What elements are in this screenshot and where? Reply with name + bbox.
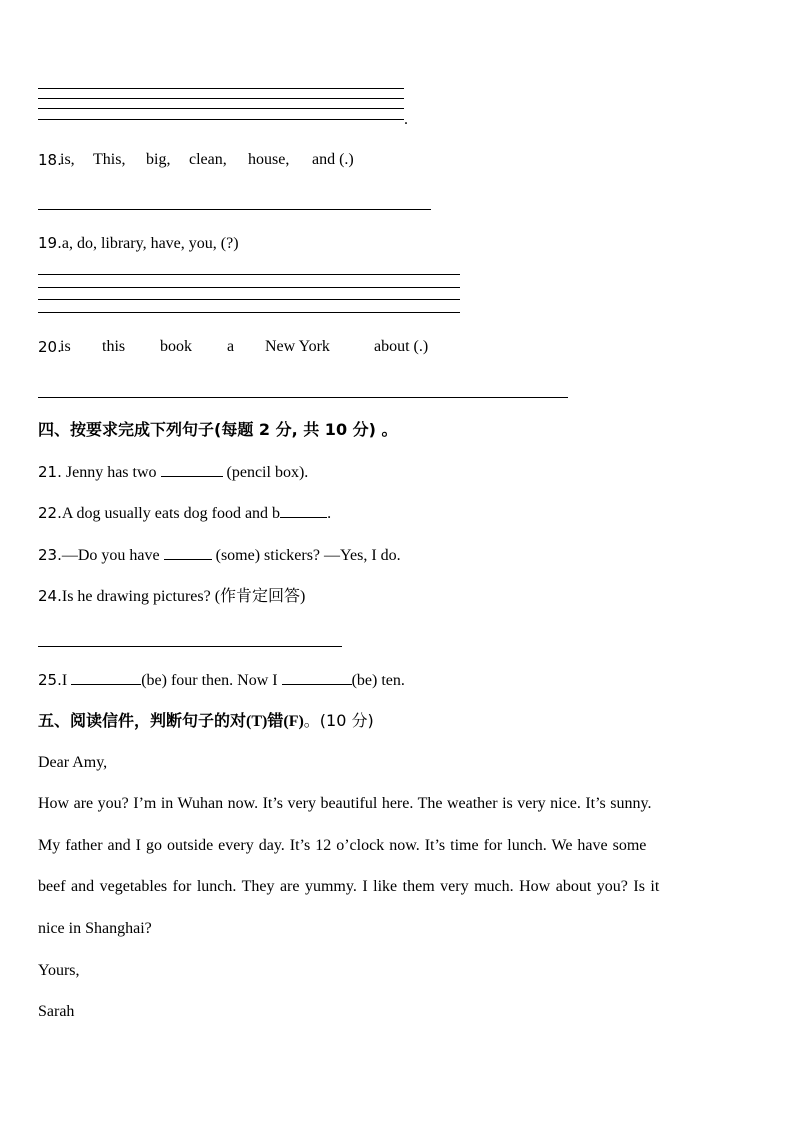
question-18 — [38, 150, 438, 170]
question-text: (pencil box). — [222, 464, 309, 481]
heading-text: (T) — [246, 713, 268, 730]
question-number: 24. — [38, 587, 62, 605]
answer-line — [38, 287, 460, 288]
heading-text: 五、阅读信件，判断句子的对 — [38, 711, 247, 730]
letter-line: My father and I go outside every day. It’s 12 o’clock now. It’s time for lunch. We have some — [38, 837, 647, 854]
answer-line — [38, 299, 460, 300]
heading-text: 错 — [267, 711, 284, 730]
question-text: Is he drawing pictures? (作肯定回答) — [61, 588, 306, 605]
question-number: 18. — [38, 151, 62, 169]
question-text: . — [327, 505, 332, 522]
section-heading: 四、按要求完成下列句子(每题 2 分, 共 10 分) 。 — [38, 420, 398, 439]
scrambled-word: and (.) — [312, 151, 354, 168]
question-text: (some) stickers? —Yes, I do. — [211, 547, 401, 564]
letter-closing: Yours, — [38, 962, 80, 979]
heading-text: (F) — [283, 713, 304, 730]
question-text: (be) four then. Now I — [141, 672, 282, 689]
question-text: I — [61, 672, 72, 689]
fill-blank[interactable] — [161, 462, 223, 477]
answer-line — [38, 88, 404, 89]
question-text: A dog usually eats dog food and b — [61, 505, 281, 522]
letter-signature: Sarah — [38, 1003, 75, 1020]
fill-blank[interactable] — [71, 670, 141, 685]
question-23 — [38, 545, 401, 566]
answer-line — [38, 98, 404, 99]
scrambled-word: clean, — [189, 151, 227, 168]
answer-line — [38, 119, 404, 120]
answer-line — [38, 646, 342, 647]
scrambled-word: big, — [146, 151, 171, 168]
scrambled-word: is, — [60, 151, 75, 168]
question-number: 21. — [38, 463, 62, 481]
question-text: —Do you have — [61, 547, 164, 564]
question-number: 23. — [38, 546, 62, 564]
scrambled-word: house, — [248, 151, 290, 168]
letter-line: nice in Shanghai? — [38, 920, 152, 937]
question-22 — [38, 503, 331, 524]
scrambled-words: a, do, library, have, you, (?) — [61, 235, 239, 252]
question-20 — [38, 337, 458, 357]
question-number: 25. — [38, 671, 62, 689]
scrambled-word: This, — [93, 151, 126, 168]
scrambled-word: book — [160, 338, 192, 355]
answer-line — [38, 274, 460, 275]
letter-line: beef and vegetables for lunch. They are yummy. I like them very much. How about you? Is it — [38, 878, 660, 895]
fill-blank[interactable] — [164, 545, 212, 560]
question-number: 22. — [38, 504, 62, 522]
question-number: 19. — [38, 234, 62, 252]
scrambled-word: is — [60, 338, 71, 355]
answer-line — [38, 397, 568, 398]
answer-line — [38, 108, 404, 109]
answer-line — [38, 312, 460, 313]
section-heading — [38, 711, 374, 732]
letter-greeting: Dear Amy, — [38, 754, 108, 771]
question-text: Jenny has two — [61, 464, 161, 481]
heading-text: 。(10 分) — [303, 711, 374, 730]
question-number: 20. — [38, 338, 62, 356]
answer-line — [38, 209, 431, 210]
scrambled-word: New York — [265, 338, 330, 355]
question-19 — [38, 233, 239, 254]
scrambled-word: about (.) — [374, 338, 429, 355]
fill-blank[interactable] — [282, 670, 352, 685]
letter-line: How are you? I’m in Wuhan now. It’s very beautiful here. The weather is very nice. It’s sunny. — [38, 795, 652, 812]
question-24 — [38, 586, 305, 607]
scrambled-word: this — [102, 338, 126, 355]
scrambled-word: a — [227, 338, 235, 355]
question-25 — [38, 670, 405, 691]
question-text: (be) ten. — [351, 672, 405, 689]
line-end-period: . — [404, 111, 408, 128]
question-21 — [38, 462, 308, 483]
fill-blank[interactable] — [280, 503, 327, 518]
